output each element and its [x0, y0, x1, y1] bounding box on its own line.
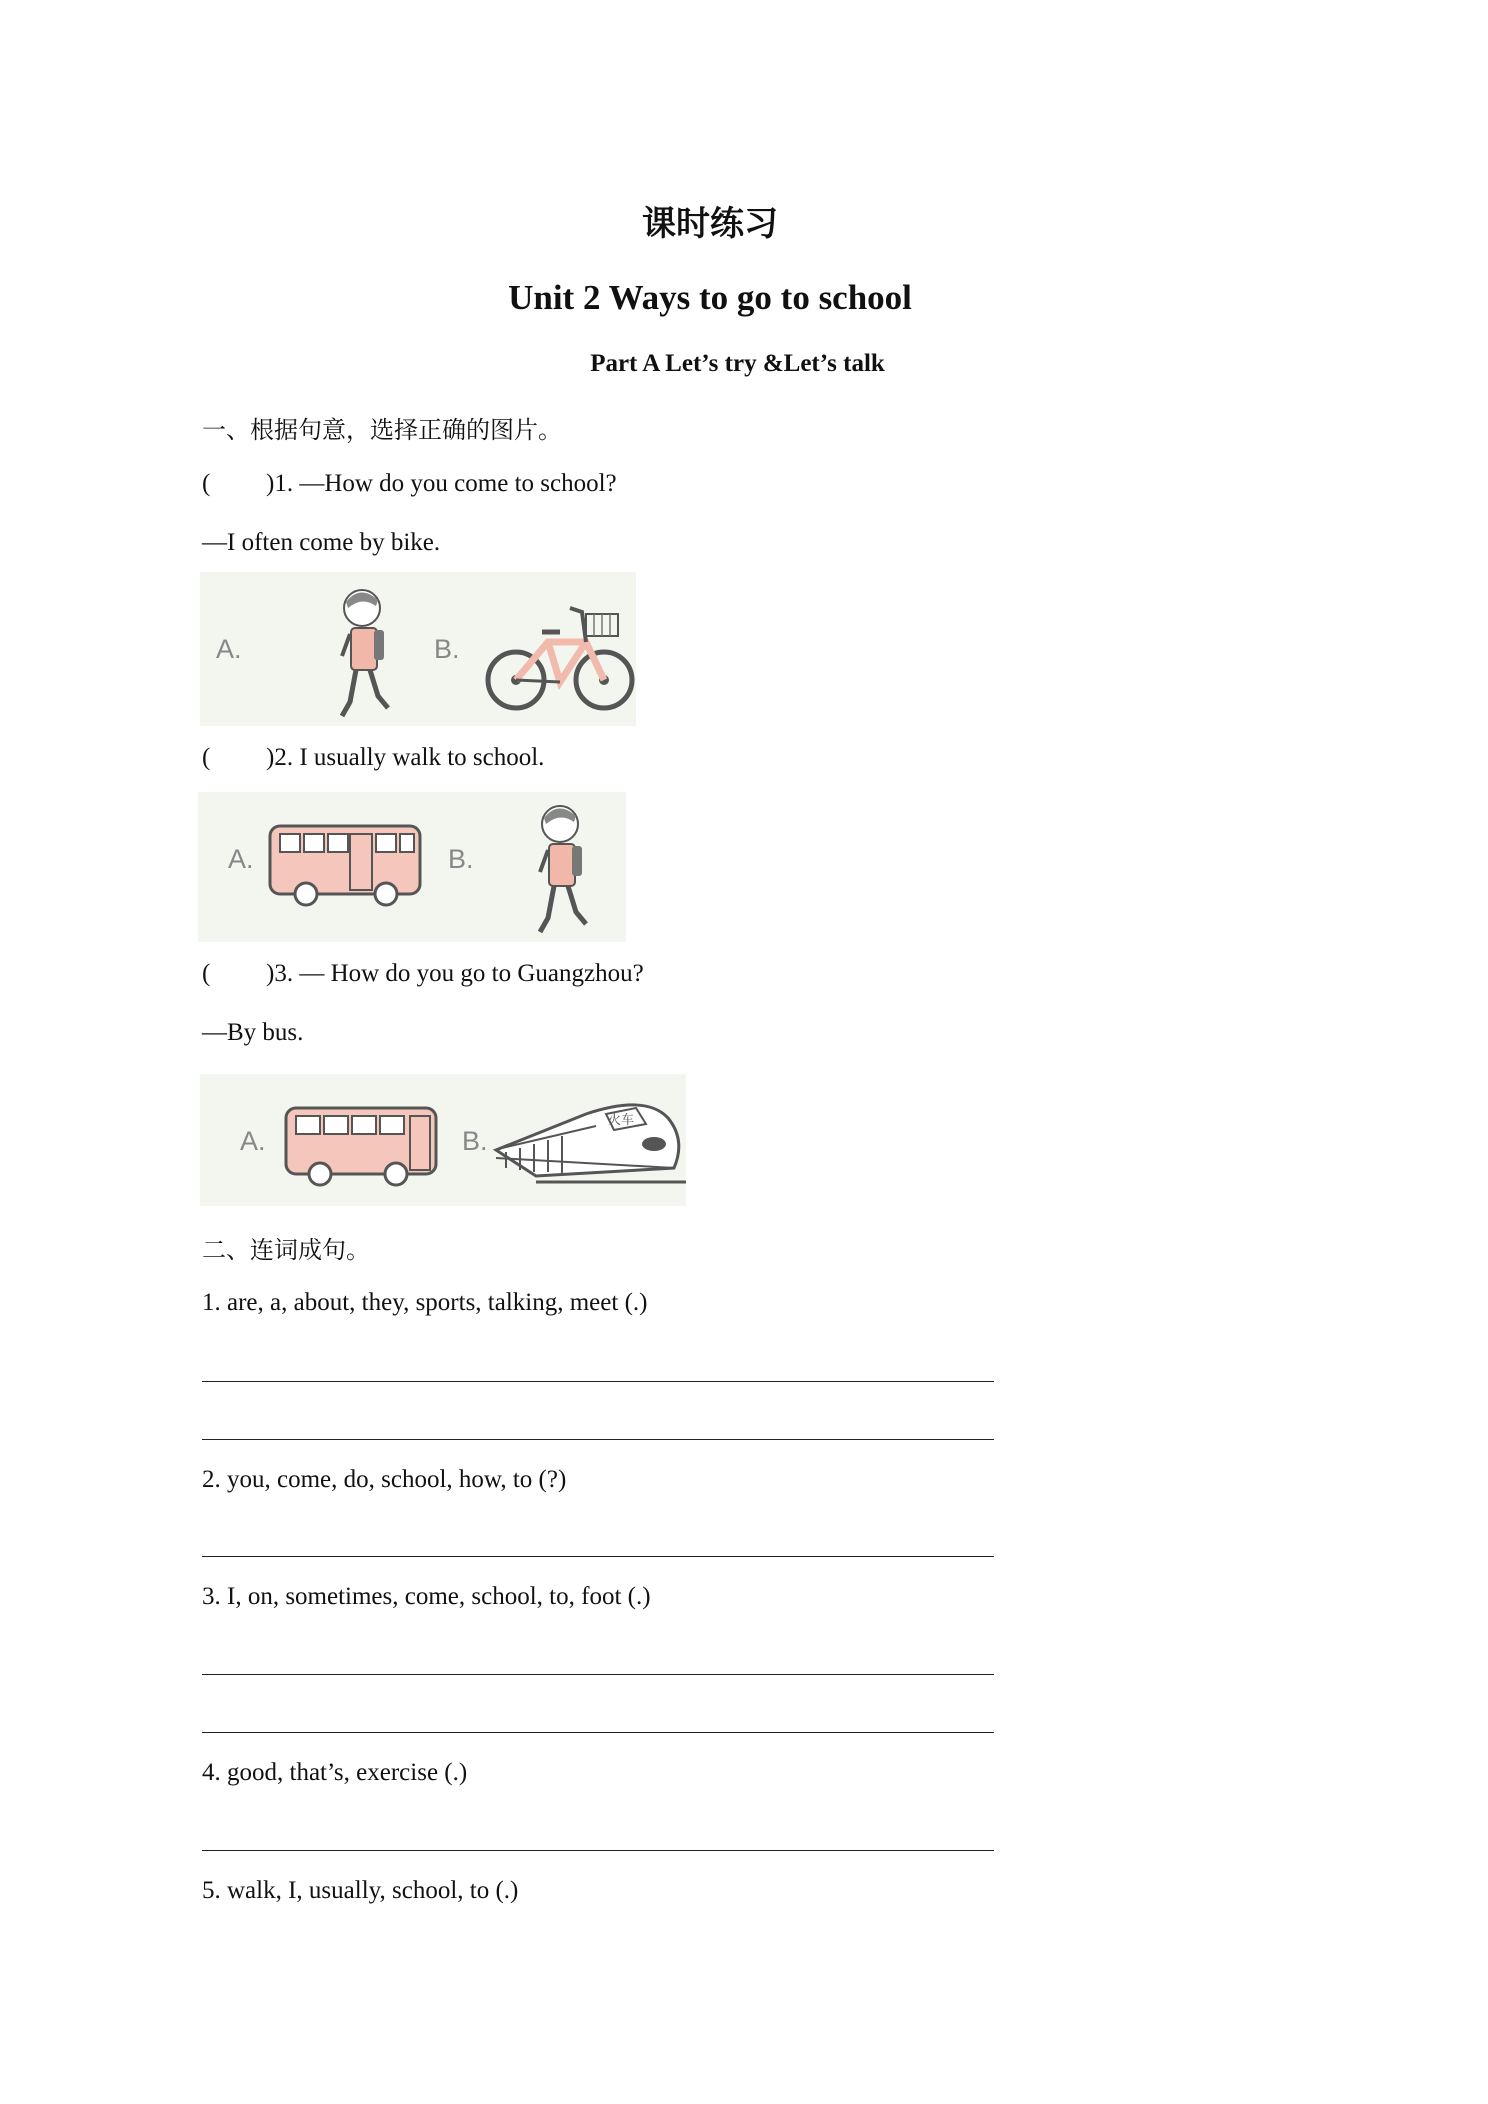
question-2 [202, 744, 544, 772]
exercise-item-3: 3. I, on, sometimes, come, school, to, foot (.) [202, 1583, 651, 1610]
question-3 [202, 960, 644, 988]
option-b-label: B. [448, 844, 474, 874]
bus-icon [270, 826, 420, 905]
answer-paren: ( [202, 960, 211, 987]
answer-line[interactable] [202, 1556, 994, 1557]
section-1-heading: 一、根据句意，选择正确的图片。 [202, 416, 562, 444]
answer-line[interactable] [202, 1674, 994, 1675]
train-text: 火车 [608, 1113, 635, 1128]
option-a-label: A. [216, 634, 242, 664]
part-subtitle: Part A Let’s try &Let’s talk [590, 350, 885, 377]
section-2-heading: 二、连词成句。 [202, 1236, 370, 1264]
question-2-pictures [198, 792, 626, 942]
bus-icon [286, 1108, 436, 1185]
question-1-pictures [200, 572, 636, 726]
question-3-reply: —By bus. [202, 1019, 304, 1046]
answer-line[interactable] [202, 1439, 994, 1440]
question-1-prompt: )1. —How do you come to school? [266, 470, 617, 497]
answer-paren: ( [202, 744, 211, 771]
exercise-item-5: 5. walk, I, usually, school, to (.) [202, 1877, 519, 1904]
option-a-label: A. [228, 844, 254, 874]
unit-title: Unit 2 Ways to go to school [508, 278, 912, 317]
option-a-label: A. [240, 1126, 266, 1156]
option-b-label: B. [434, 634, 460, 664]
question-1 [202, 470, 617, 498]
option-b-label: B. [462, 1126, 488, 1156]
question-3-pictures [200, 1074, 686, 1206]
answer-line[interactable] [202, 1381, 994, 1382]
question-2-prompt: )2. I usually walk to school. [266, 744, 545, 771]
page-title: 课时练习 [642, 204, 778, 244]
answer-line[interactable] [202, 1732, 994, 1733]
exercise-item-2: 2. you, come, do, school, how, to (?) [202, 1466, 567, 1493]
answer-paren: ( [202, 470, 211, 497]
exercise-item-1: 1. are, a, about, they, sports, talking, meet (.) [202, 1289, 648, 1316]
answer-line[interactable] [202, 1850, 994, 1851]
exercise-item-4: 4. good, that’s, exercise (.) [202, 1759, 468, 1786]
question-3-prompt: )3. — How do you go to Guangzhou? [266, 960, 644, 987]
question-1-reply: —I often come by bike. [202, 529, 441, 556]
